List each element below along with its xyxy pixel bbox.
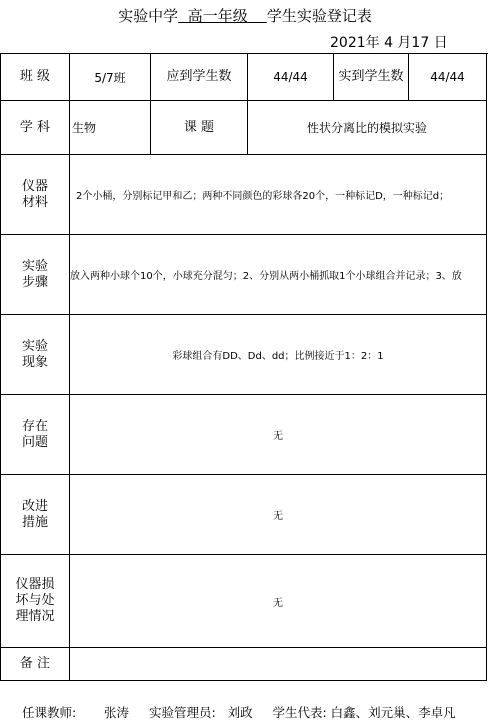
class-label: 班 级 [1,54,70,101]
phenomena-label: 实验 现象 [1,315,70,395]
record-date: 2021年 4 月17 日 [330,35,448,51]
actual-students-label: 实到学生数 [334,54,409,101]
grade-name: 高一年级 [187,7,248,25]
remarks-label: 备 注 [1,648,70,681]
school-name: 实验中学 [118,7,179,25]
manager-label: 实验管理员: [148,705,216,720]
teacher-name: 张涛 [104,705,130,720]
form-name: 学生实验登记表 [266,7,372,25]
student-rep-names: 白鑫、刘元巢、李卓凡 [330,705,456,720]
steps-value: 放入两种小球个10个，小球充分混匀；2、分别从两小桶抓取1个小球组合并记录；3、放 [70,235,487,315]
subject-label: 学 科 [1,101,70,155]
remarks-value [70,648,487,681]
signature-line [22,703,456,721]
improvements-label: 改进 措施 [1,475,70,555]
damage-label: 仪器损 坏与处 理情况 [1,555,70,648]
form-title [0,5,490,26]
expected-students-value: 44/44 [248,54,334,101]
steps-label: 实验 步骤 [1,235,70,315]
class-value: 5/7班 [70,54,151,101]
student-rep-label: 学生代表: [272,705,327,720]
improvements-value: 无 [70,475,487,555]
subject-value: 生物 [70,101,151,155]
phenomena-value: 彩球组合有DD、Dd、dd；比例接近于1：2：1 [70,315,487,395]
problems-value: 无 [70,395,487,475]
materials-label: 仪器 材料 [1,155,70,235]
actual-students-value: 44/44 [409,54,487,101]
damage-value: 无 [70,555,487,648]
registration-table [0,53,488,681]
teacher-label: 任课教师: [22,705,77,720]
topic-label: 课 题 [151,101,248,155]
problems-label: 存在 问题 [1,395,70,475]
materials-value: 2个小桶，分别标记甲和乙；两种不同颜色的彩球各20个，一种标记D，一种标记d； [70,155,487,235]
topic-value: 性状分离比的模拟实验 [248,101,487,155]
expected-students-label: 应到学生数 [151,54,248,101]
manager-name: 刘政 [227,705,253,720]
